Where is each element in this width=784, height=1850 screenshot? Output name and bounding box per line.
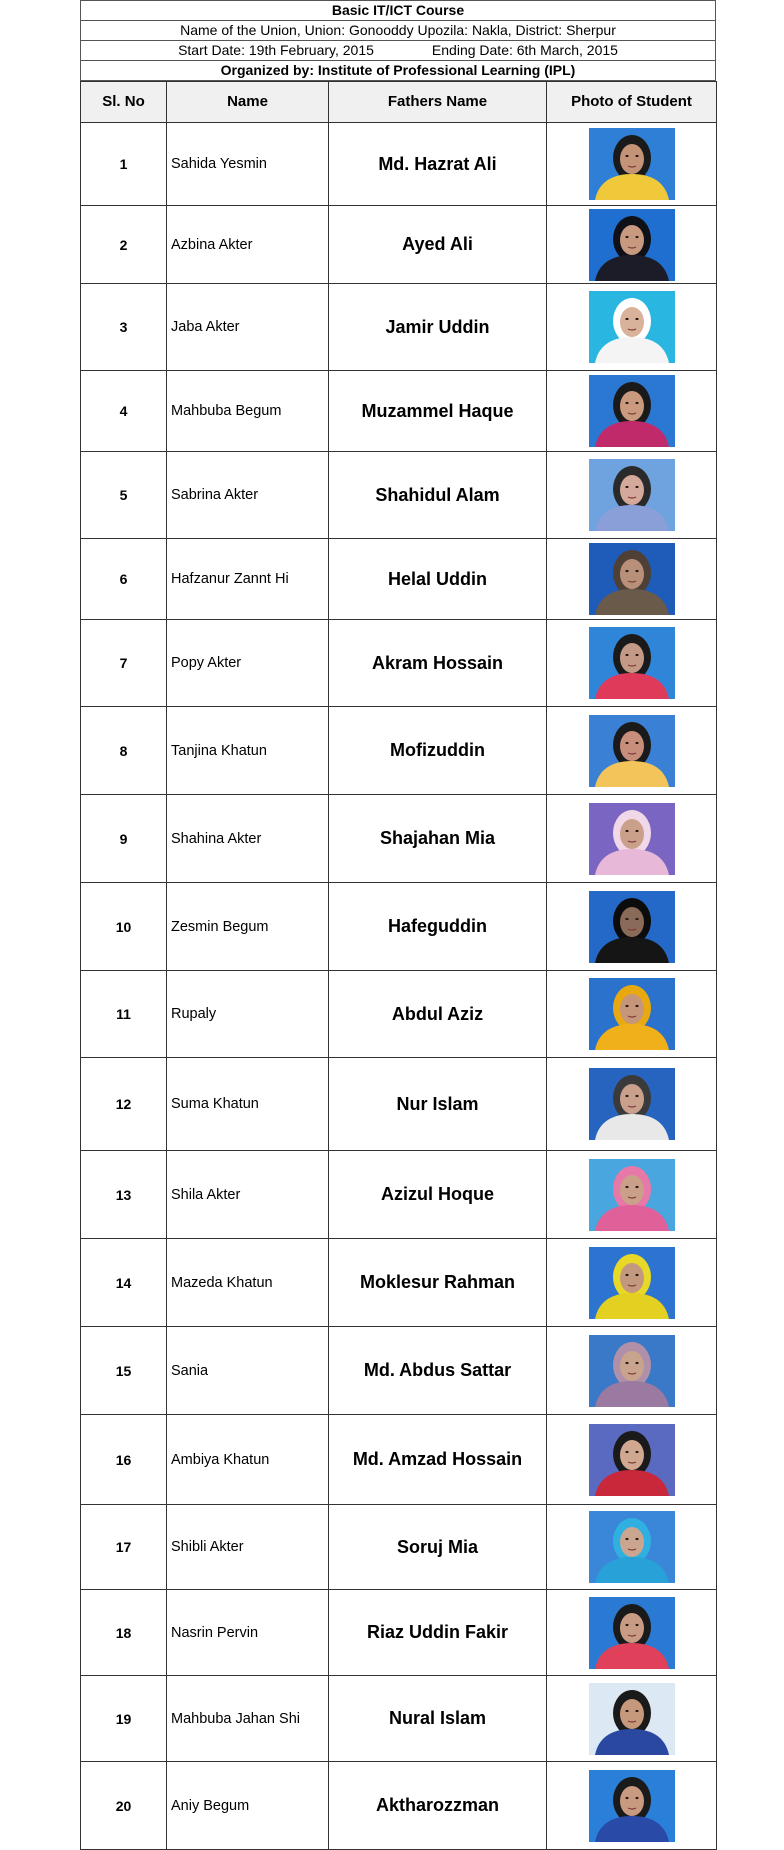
student-name: Suma Khatun — [167, 1058, 329, 1151]
table-row — [81, 1327, 717, 1415]
fathers-name: Moklesur Rahman — [329, 1239, 547, 1327]
organizer-line: Organized by: Institute of Professional Learning (IPL) — [80, 61, 716, 81]
photo-cell — [547, 1151, 717, 1239]
photo-cell — [547, 206, 717, 284]
student-photo — [589, 459, 675, 531]
student-photo — [589, 1247, 675, 1319]
photo-cell — [547, 620, 717, 707]
student-photo — [589, 1511, 675, 1583]
end-date: Ending Date: 6th March, 2015 — [431, 42, 618, 58]
photo-cell — [547, 123, 717, 206]
student-photo — [589, 1335, 675, 1407]
student-name: Sania — [167, 1327, 329, 1415]
photo-cell — [547, 1415, 717, 1505]
student-name: Mahbuba Begum — [167, 371, 329, 452]
student-name: Rupaly — [167, 971, 329, 1058]
student-name: Tanjina Khatun — [167, 707, 329, 795]
serial-number: 18 — [81, 1590, 167, 1676]
photo-cell — [547, 795, 717, 883]
serial-number: 17 — [81, 1505, 167, 1590]
photo-cell — [547, 971, 717, 1058]
column-header-photo: Photo of Student — [547, 82, 717, 123]
fathers-name: Md. Abdus Sattar — [329, 1327, 547, 1415]
fathers-name: Muzammel Haque — [329, 371, 547, 452]
student-name: Shahina Akter — [167, 795, 329, 883]
column-header-father: Fathers Name — [329, 82, 547, 123]
enrollment-sheet — [80, 0, 716, 1850]
table-row — [81, 971, 717, 1058]
photo-cell — [547, 1676, 717, 1762]
student-name: Mazeda Khatun — [167, 1239, 329, 1327]
start-date: Start Date: 19th February, 2015 — [178, 42, 374, 58]
serial-number: 7 — [81, 620, 167, 707]
table-row — [81, 284, 717, 371]
student-name: Aniy Begum — [167, 1762, 329, 1850]
fathers-name: Jamir Uddin — [329, 284, 547, 371]
serial-number: 11 — [81, 971, 167, 1058]
table-row — [81, 883, 717, 971]
table-row — [81, 795, 717, 883]
student-photo — [589, 1770, 675, 1842]
student-photo — [589, 1068, 675, 1140]
student-name: Zesmin Begum — [167, 883, 329, 971]
student-photo — [589, 291, 675, 363]
serial-number: 6 — [81, 539, 167, 620]
photo-cell — [547, 1762, 717, 1850]
table-header-row — [81, 82, 717, 123]
table-row — [81, 539, 717, 620]
student-name: Azbina Akter — [167, 206, 329, 284]
student-name: Sahida Yesmin — [167, 123, 329, 206]
student-name: Mahbuba Jahan Shi — [167, 1676, 329, 1762]
serial-number: 10 — [81, 883, 167, 971]
student-photo — [589, 1424, 675, 1496]
student-name: Nasrin Pervin — [167, 1590, 329, 1676]
table-row — [81, 1590, 717, 1676]
student-photo — [589, 1159, 675, 1231]
student-name: Shila Akter — [167, 1151, 329, 1239]
serial-number: 4 — [81, 371, 167, 452]
serial-number: 3 — [81, 284, 167, 371]
fathers-name: Azizul Hoque — [329, 1151, 547, 1239]
serial-number: 12 — [81, 1058, 167, 1151]
student-photo — [589, 978, 675, 1050]
table-row — [81, 452, 717, 539]
column-header-name: Name — [167, 82, 329, 123]
student-name: Shibli Akter — [167, 1505, 329, 1590]
photo-cell — [547, 371, 717, 452]
photo-cell — [547, 1590, 717, 1676]
serial-number: 19 — [81, 1676, 167, 1762]
photo-cell — [547, 284, 717, 371]
student-photo — [589, 543, 675, 615]
table-row — [81, 206, 717, 284]
serial-number: 9 — [81, 795, 167, 883]
fathers-name: Ayed Ali — [329, 206, 547, 284]
serial-number: 14 — [81, 1239, 167, 1327]
fathers-name: Akram Hossain — [329, 620, 547, 707]
fathers-name: Abdul Aziz — [329, 971, 547, 1058]
photo-cell — [547, 539, 717, 620]
student-name: Hafzanur Zannt Hi — [167, 539, 329, 620]
fathers-name: Md. Hazrat Ali — [329, 123, 547, 206]
student-photo — [589, 715, 675, 787]
photo-cell — [547, 1327, 717, 1415]
fathers-name: Helal Uddin — [329, 539, 547, 620]
photo-cell — [547, 707, 717, 795]
table-row — [81, 620, 717, 707]
table-row — [81, 707, 717, 795]
table-row — [81, 1058, 717, 1151]
student-photo — [589, 375, 675, 447]
student-photo — [589, 891, 675, 963]
serial-number: 1 — [81, 123, 167, 206]
student-name: Jaba Akter — [167, 284, 329, 371]
table-row — [81, 1676, 717, 1762]
column-header-sl: Sl. No — [81, 82, 167, 123]
fathers-name: Soruj Mia — [329, 1505, 547, 1590]
serial-number: 8 — [81, 707, 167, 795]
student-name: Ambiya Khatun — [167, 1415, 329, 1505]
student-photo — [589, 128, 675, 200]
date-line — [80, 41, 716, 61]
table-row — [81, 1505, 717, 1590]
photo-cell — [547, 1058, 717, 1151]
union-line: Name of the Union, Union: Gonooddy Upozila: Nakla, District: Sherpur — [80, 21, 716, 41]
table-row — [81, 1415, 717, 1505]
fathers-name: Nural Islam — [329, 1676, 547, 1762]
fathers-name: Shajahan Mia — [329, 795, 547, 883]
table-row — [81, 1762, 717, 1850]
student-photo — [589, 627, 675, 699]
fathers-name: Mofizuddin — [329, 707, 547, 795]
student-photo — [589, 209, 675, 281]
fathers-name: Shahidul Alam — [329, 452, 547, 539]
student-photo — [589, 803, 675, 875]
table-row — [81, 371, 717, 452]
table-row — [81, 1151, 717, 1239]
serial-number: 20 — [81, 1762, 167, 1850]
serial-number: 5 — [81, 452, 167, 539]
student-photo — [589, 1597, 675, 1669]
serial-number: 16 — [81, 1415, 167, 1505]
student-table — [80, 81, 717, 1850]
photo-cell — [547, 883, 717, 971]
serial-number: 13 — [81, 1151, 167, 1239]
photo-cell — [547, 452, 717, 539]
student-name: Popy Akter — [167, 620, 329, 707]
course-title: Basic IT/ICT Course — [80, 0, 716, 21]
table-row — [81, 123, 717, 206]
fathers-name: Riaz Uddin Fakir — [329, 1590, 547, 1676]
fathers-name: Nur Islam — [329, 1058, 547, 1151]
photo-cell — [547, 1505, 717, 1590]
serial-number: 15 — [81, 1327, 167, 1415]
student-name: Sabrina Akter — [167, 452, 329, 539]
fathers-name: Hafeguddin — [329, 883, 547, 971]
fathers-name: Md. Amzad Hossain — [329, 1415, 547, 1505]
student-photo — [589, 1683, 675, 1755]
fathers-name: Aktharozzman — [329, 1762, 547, 1850]
table-row — [81, 1239, 717, 1327]
serial-number: 2 — [81, 206, 167, 284]
photo-cell — [547, 1239, 717, 1327]
